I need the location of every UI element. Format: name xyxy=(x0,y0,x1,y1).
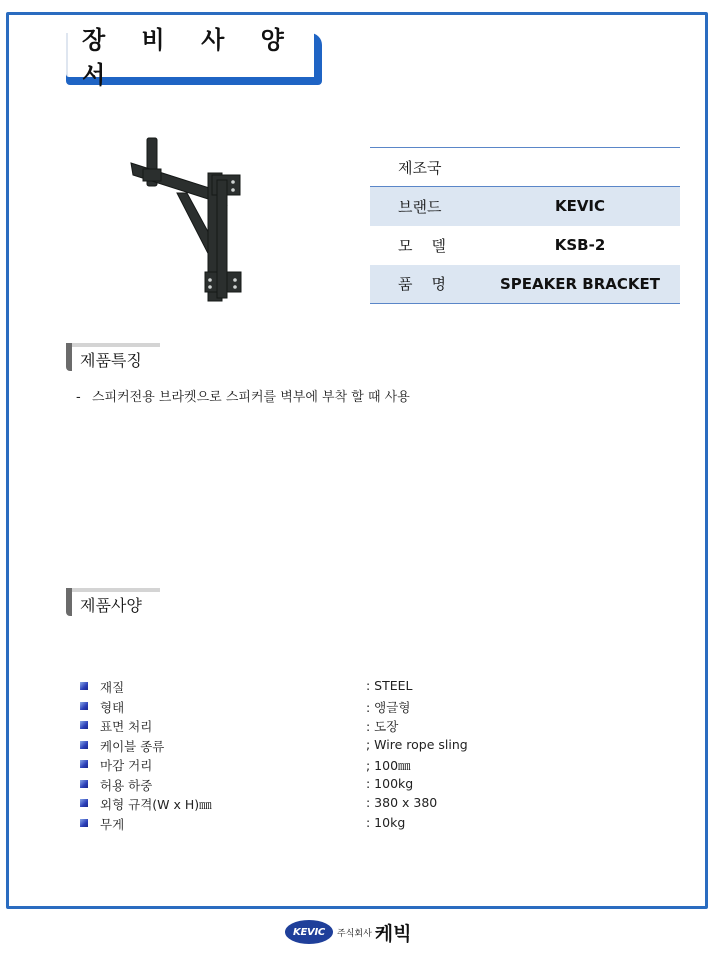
table-row-brand xyxy=(370,187,680,226)
square-bullet-icon xyxy=(80,741,88,749)
square-bullet-icon xyxy=(80,799,88,807)
list-item xyxy=(80,795,520,815)
table-label: 브랜드 xyxy=(398,197,442,216)
spec-value: ; 100㎜ xyxy=(366,758,411,773)
list-item xyxy=(80,737,520,757)
spec-value: : 100kg xyxy=(366,775,414,791)
heading-bar xyxy=(66,343,160,347)
list-item xyxy=(80,756,520,776)
spec-key: 케이블 종류 xyxy=(100,738,165,754)
spec-key: 허용 하중 xyxy=(100,777,153,793)
footer-logo xyxy=(285,918,412,946)
table-value: KSB-2 xyxy=(554,236,606,254)
specs-heading-text: 제품사양 xyxy=(80,596,142,615)
list-item xyxy=(80,678,520,698)
square-bullet-icon xyxy=(80,682,88,690)
features-heading-text: 제품특징 xyxy=(80,351,142,370)
features-heading xyxy=(66,343,160,369)
table-label: 모 델 xyxy=(398,236,447,255)
spec-key: 외형 규격(W x H)㎜ xyxy=(100,797,212,812)
spec-key: 형태 xyxy=(100,699,125,715)
table-label: 품 명 xyxy=(398,275,447,294)
company-prefix: 주식회사 xyxy=(337,928,372,939)
table-value: SPEAKER BRACKET xyxy=(500,274,660,293)
feature-text: 스피커전용 브라켓으로 스피커를 벽부에 부착 할 때 사용 xyxy=(92,390,410,405)
list-item xyxy=(80,776,520,796)
spec-value: : 도장 xyxy=(366,719,399,734)
square-bullet-icon xyxy=(80,702,88,710)
square-bullet-icon xyxy=(80,721,88,729)
spec-key: 표면 처리 xyxy=(100,719,153,734)
heading-side xyxy=(66,588,72,616)
table-row-product-name xyxy=(370,265,680,304)
spec-key: 무게 xyxy=(100,816,125,832)
specs-heading xyxy=(66,588,160,614)
kevic-logo: KEVIC xyxy=(285,920,333,944)
title-tab xyxy=(66,26,322,89)
square-bullet-icon xyxy=(80,760,88,768)
list-item xyxy=(80,698,520,718)
square-bullet-icon xyxy=(80,780,88,788)
table-row-country xyxy=(370,148,680,187)
heading-side xyxy=(66,343,72,371)
spec-value: : 앵글형 xyxy=(366,699,411,715)
spec-value: : STEEL xyxy=(366,678,413,693)
spec-key: 재질 xyxy=(100,680,125,695)
page-title: 장 비 사 양 서 xyxy=(82,26,298,89)
square-bullet-icon xyxy=(80,819,88,827)
spec-value: : 380 x 380 xyxy=(366,795,438,810)
table-row-model xyxy=(370,226,680,265)
product-info-table xyxy=(370,147,680,304)
spec-list xyxy=(80,678,520,834)
list-item xyxy=(80,815,520,835)
spec-key: 마감 거리 xyxy=(100,758,153,773)
table-label: 제조국 xyxy=(398,158,442,177)
spec-value: ; Wire rope sling xyxy=(366,736,468,752)
title-box xyxy=(66,26,314,89)
feature-item xyxy=(76,386,410,405)
table-value: KEVIC xyxy=(554,197,606,216)
list-item xyxy=(80,717,520,737)
table-value xyxy=(480,148,680,187)
speaker-bracket-image xyxy=(125,135,250,310)
spec-value: : 10kg xyxy=(366,814,406,830)
company-name: 케빅 xyxy=(374,922,412,945)
heading-bar xyxy=(66,588,160,592)
feature-bullet: - xyxy=(76,390,81,405)
